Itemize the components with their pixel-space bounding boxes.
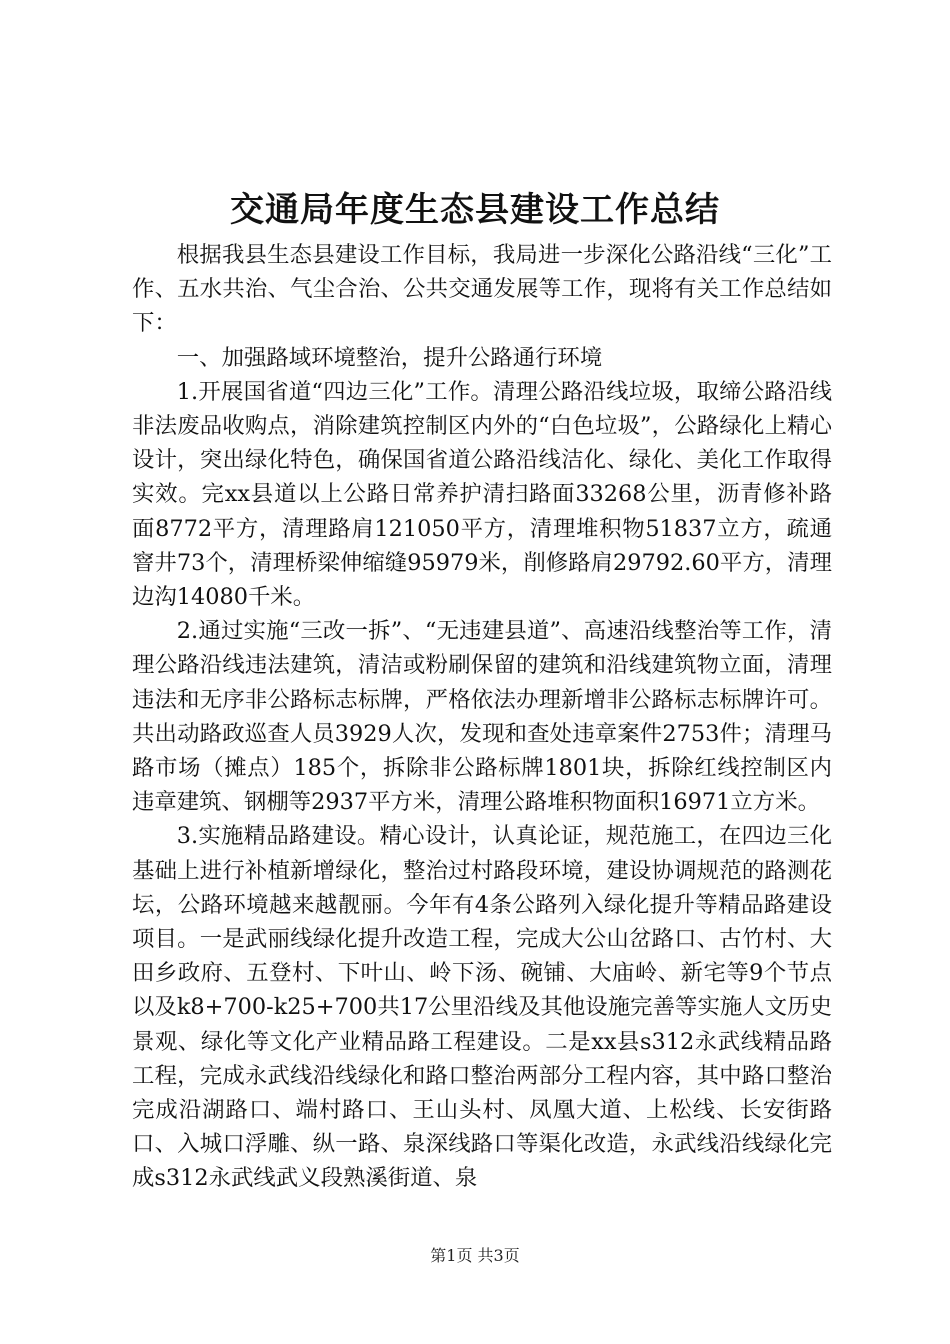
section-heading-1: 一、加强路域环境整治，提升公路通行环境 — [176, 344, 603, 371]
document-body — [132, 238, 832, 1196]
item-paragraph-3: 3.实施精品路建设。精心设计，认真论证，规范施工，在四边三化基础上进行补植新增绿化，整治过村路段环境，建设协调规范的路测花坛，公路环境越来越靓丽。今年有4条公路列入绿化提升等精品路建设项目。一是武丽线绿化提升改造工程，完成大公山岔路口、古竹村、大田乡政府、五登村、下叶山、岭下汤、碗铺、大庙岭、新宅等9个节点以及k8+700-k25+700共17公里沿线及其他设施完善等实施人文历史景观、绿化等文化产业精品路工程建设。二是xx县s312永武线精品路工程，完成永武线沿线绿化和路口整治两部分工程内容，其中路口整治完成沿湖路口、端村路口、王山头村、凤凰大道、上松线、长安街路口、入城口浮雕、纵一路、泉深线路口等渠化改造，永武线沿线绿化完成s312永武线武义段熟溪街道、泉 — [132, 823, 832, 1192]
item-paragraph-2: 2.通过实施“三改一拆”、“无违建县道”、高速沿线整治等工作，清理公路沿线违法建筑，清洁或粉刷保留的建筑和沿线建筑物立面，清理违法和无序非公路标志标牌，严格依法办理新增非公路标志标牌许可。共出动路政巡查人员3929人次，发现和查处违章案件2753件；清理马路市场（摊点）185个，拆除非公路标牌1801块，拆除红线控制区内违章建筑、钢棚等2937平方米，清理公路堆积物面积16971立方米。 — [132, 618, 832, 816]
item-paragraph-1: 1.开展国省道“四边三化”工作。清理公路沿线垃圾，取缔公路沿线非法废品收购点，消除建筑控制区内外的“白色垃圾”，公路绿化上精心设计，突出绿化特色，确保国省道公路沿线洁化、绿化、美化工作取得实效。完xx县道以上公路日常养护清扫路面33268公里，沥青修补路面8772平方，清理路肩121050平方，清理堆积物51837立方，疏通窨井73个，清理桥梁伸缩缝95979米，削修路肩29792.60平方，清理边沟14080千米。 — [132, 378, 832, 611]
document-title: 交通局年度生态县建设工作总结 — [230, 190, 720, 230]
intro-paragraph: 根据我县生态县建设工作目标，我局进一步深化公路沿线“三化”工作、五水共治、气尘合治、公共交通发展等工作，现将有关工作总结如下： — [132, 242, 832, 337]
page-number-footer: 第1页 共3页 — [430, 1246, 520, 1265]
